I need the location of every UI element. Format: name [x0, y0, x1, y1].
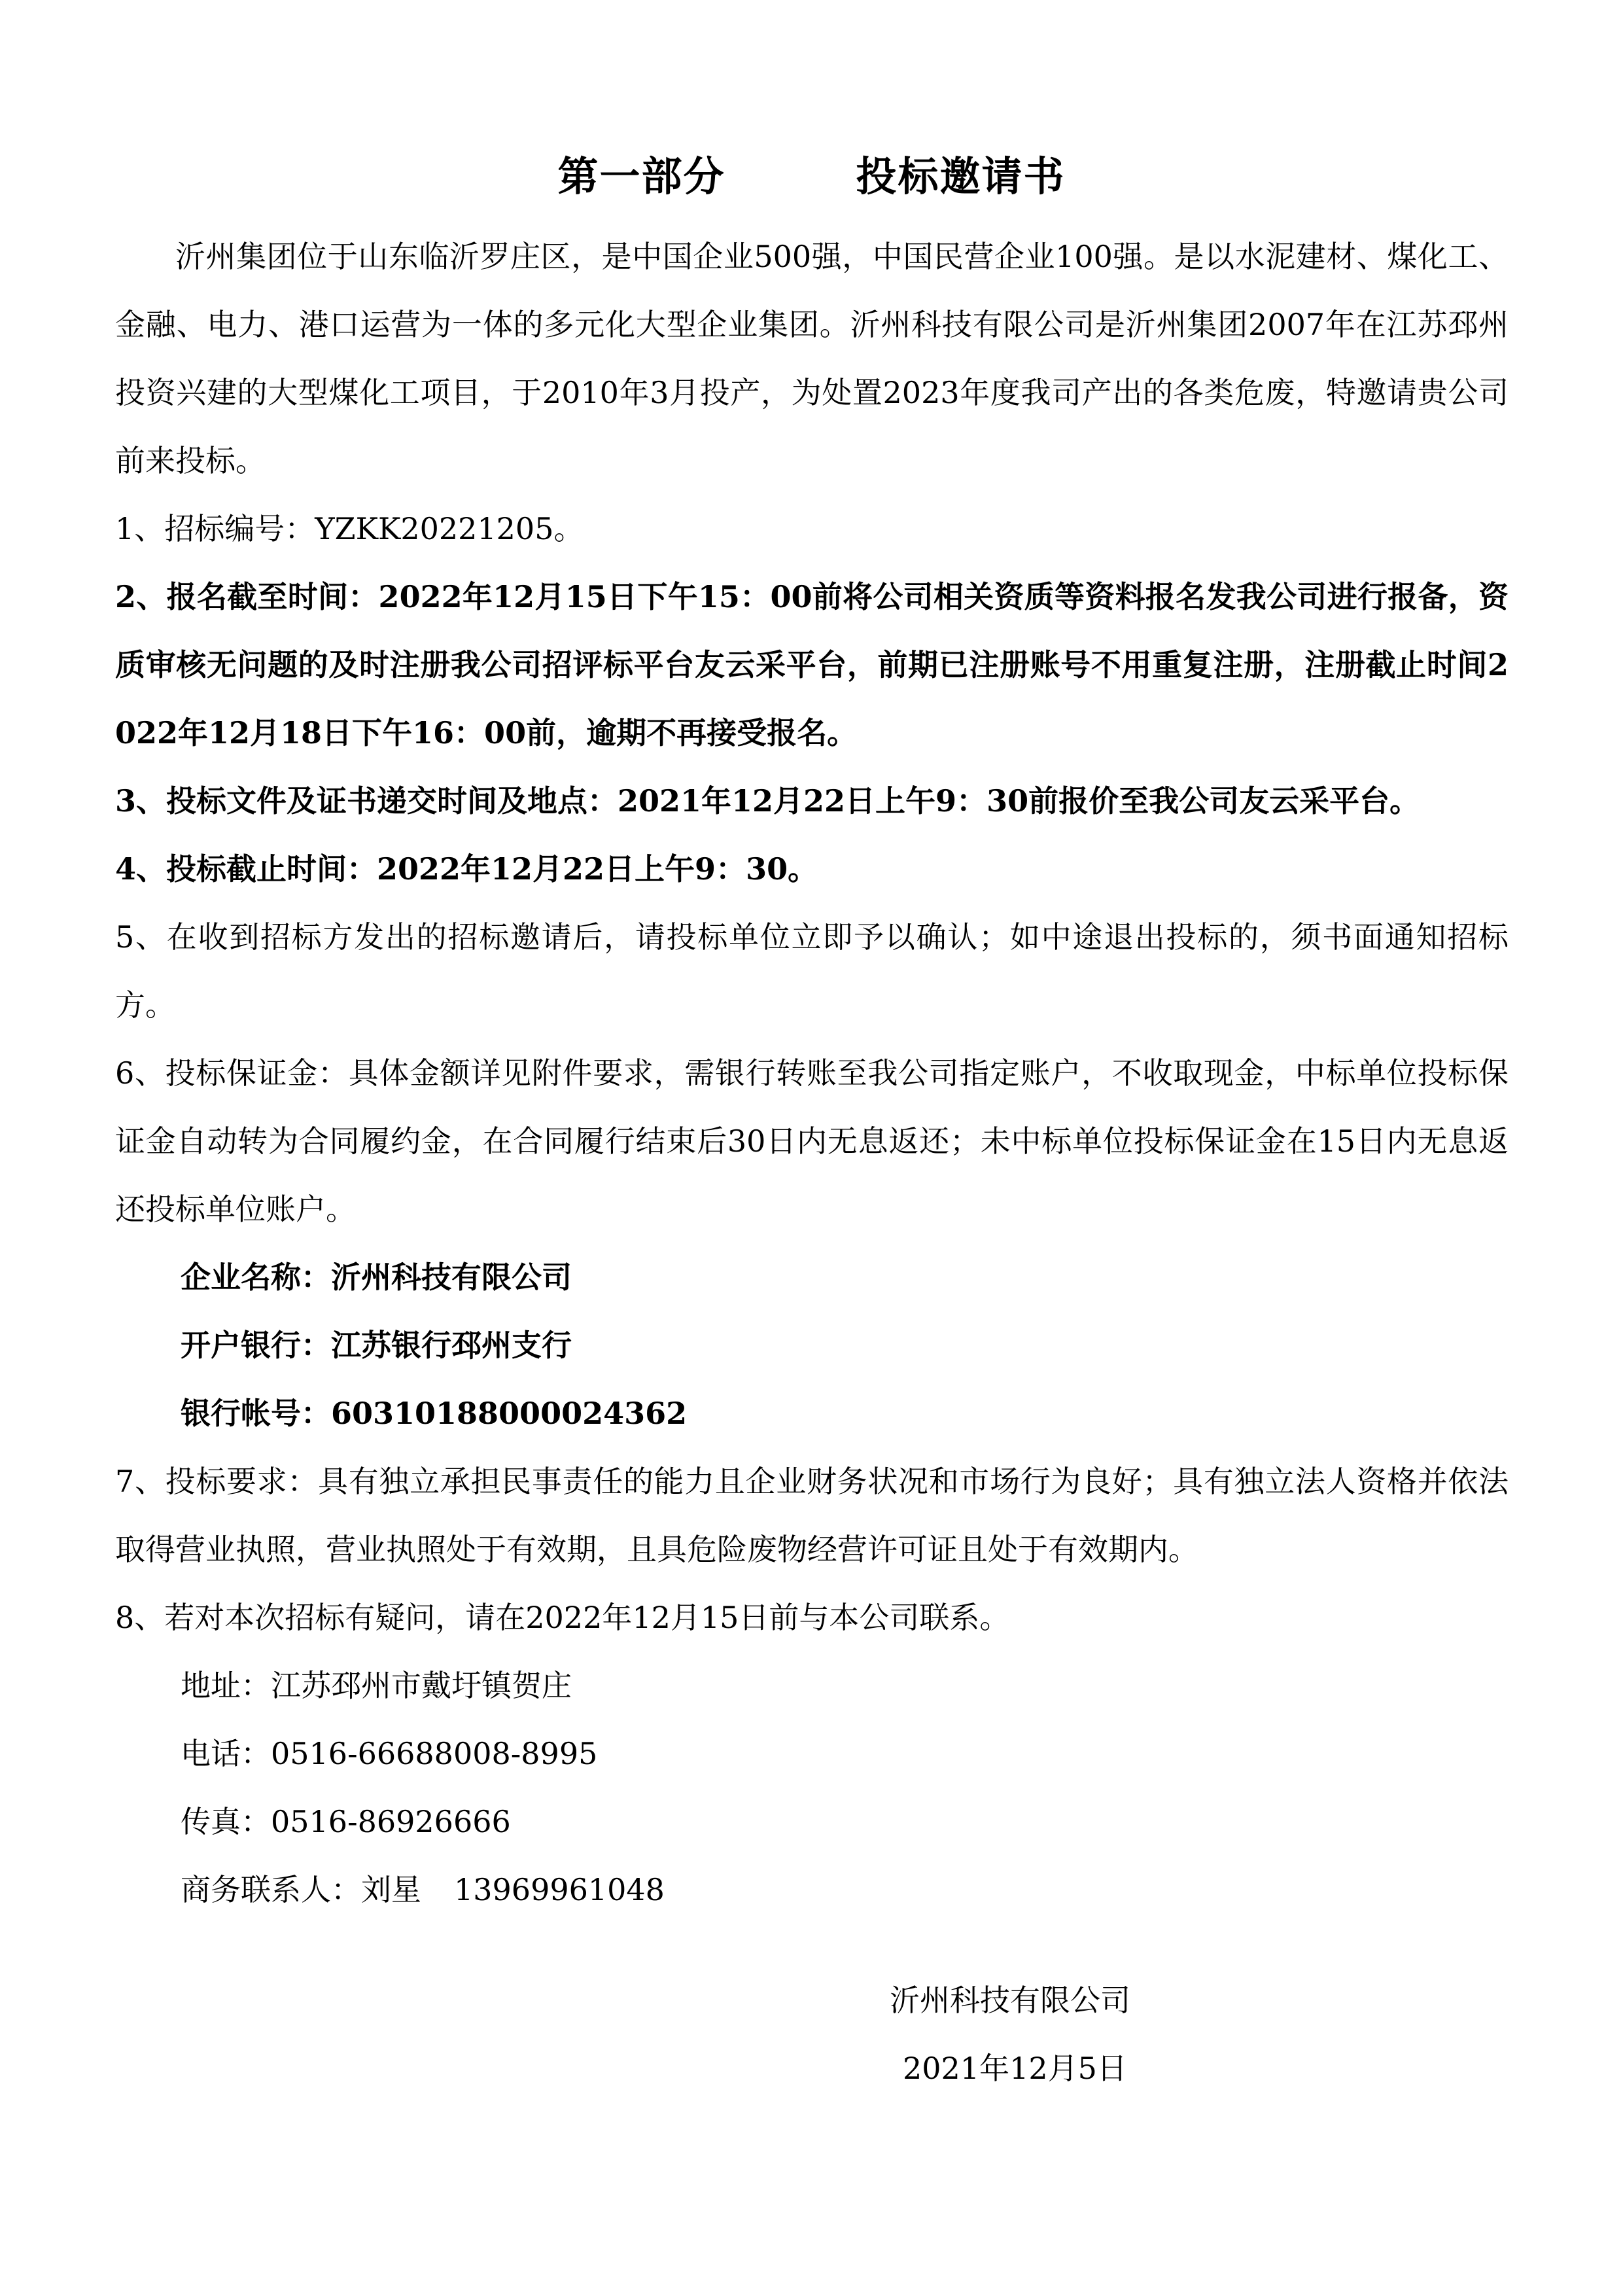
document-body: [115, 222, 1509, 1924]
contact-phone: 电话：0516-66688008-8995: [181, 1736, 598, 1771]
page-title: [0, 147, 1623, 206]
contact-person-phone: 13969961048: [454, 1872, 665, 1907]
title-heading: 投标邀请书: [856, 152, 1066, 200]
item-deposit: 6、投标保证金：具体金额详见附件要求，需银行转账至我公司指定账户，不收取现金，中标单位投标保证金自动转为合同履约金，在合同履行结束后30日内无息返还；未中标单位投标保证金在15日内无息返还投标单位账户。: [115, 1055, 1509, 1227]
item-registration-deadline: 2、报名截至时间：2022年12月15日下午15：00前将公司相关资质等资料报名发我公司进行报备，资质审核无问题的及时注册我公司招评标平台友云采平台，前期已注册账号不用重复注册，注册截止时间2022年12月18日下午16：00前，逾期不再接受报名。: [115, 579, 1509, 751]
item-bid-deadline: 4、投标截止时间：2022年12月22日上午9：30。: [115, 851, 818, 887]
item-submission-time: 3、投标文件及证书递交时间及地点：2021年12月22日上午9：30前报价至我公司友云采平台。: [115, 783, 1420, 819]
item-inquiry: 8、若对本次招标有疑问，请在2022年12月15日前与本公司联系。: [115, 1600, 1010, 1635]
item-confirmation: 5、在收到招标方发出的招标邀请后，请投标单位立即予以确认；如中途退出投标的，须书面通知招标方。: [115, 919, 1509, 1023]
title-section: 第一部分: [557, 152, 725, 200]
signature-block: [864, 1966, 1256, 2102]
contact-fax: 传真：0516-86926666: [181, 1804, 511, 1839]
item-requirements: 7、投标要求：具有独立承担民事责任的能力且企业财务状况和市场行为良好；具有独立法人资格并依法取得营业执照，营业执照处于有效期，且具危险废物经营许可证且处于有效期内。: [115, 1464, 1509, 1567]
intro-paragraph: 沂州集团位于山东临沂罗庄区，是中国企业500强，中国民营企业100强。是以水泥建材、煤化工、金融、电力、港口运营为一体的多元化大型企业集团。沂州科技有限公司是沂州集团2007年在江苏邳州投资兴建的大型煤化工项目，于2010年3月投产，为处置2023年度我司产出的各类危废，特邀请贵公司前来投标。: [115, 239, 1509, 478]
signature-company: 沂州科技有限公司: [890, 1983, 1130, 2018]
bank-account: 银行帐号：60310188000024362: [181, 1396, 688, 1431]
contact-address: 地址：江苏邳州市戴圩镇贺庄: [181, 1668, 572, 1703]
item-bid-number: 1、招标编号：YZKK20221205。: [115, 511, 584, 546]
bank-name: 开户银行：江苏银行邳州支行: [181, 1328, 572, 1363]
signature-date: 2021年12月5日: [903, 2051, 1127, 2086]
contact-person: [115, 1856, 1509, 1924]
contact-person-name: 商务联系人：刘星: [181, 1872, 421, 1907]
bank-company-name: 企业名称：沂州科技有限公司: [181, 1260, 572, 1295]
